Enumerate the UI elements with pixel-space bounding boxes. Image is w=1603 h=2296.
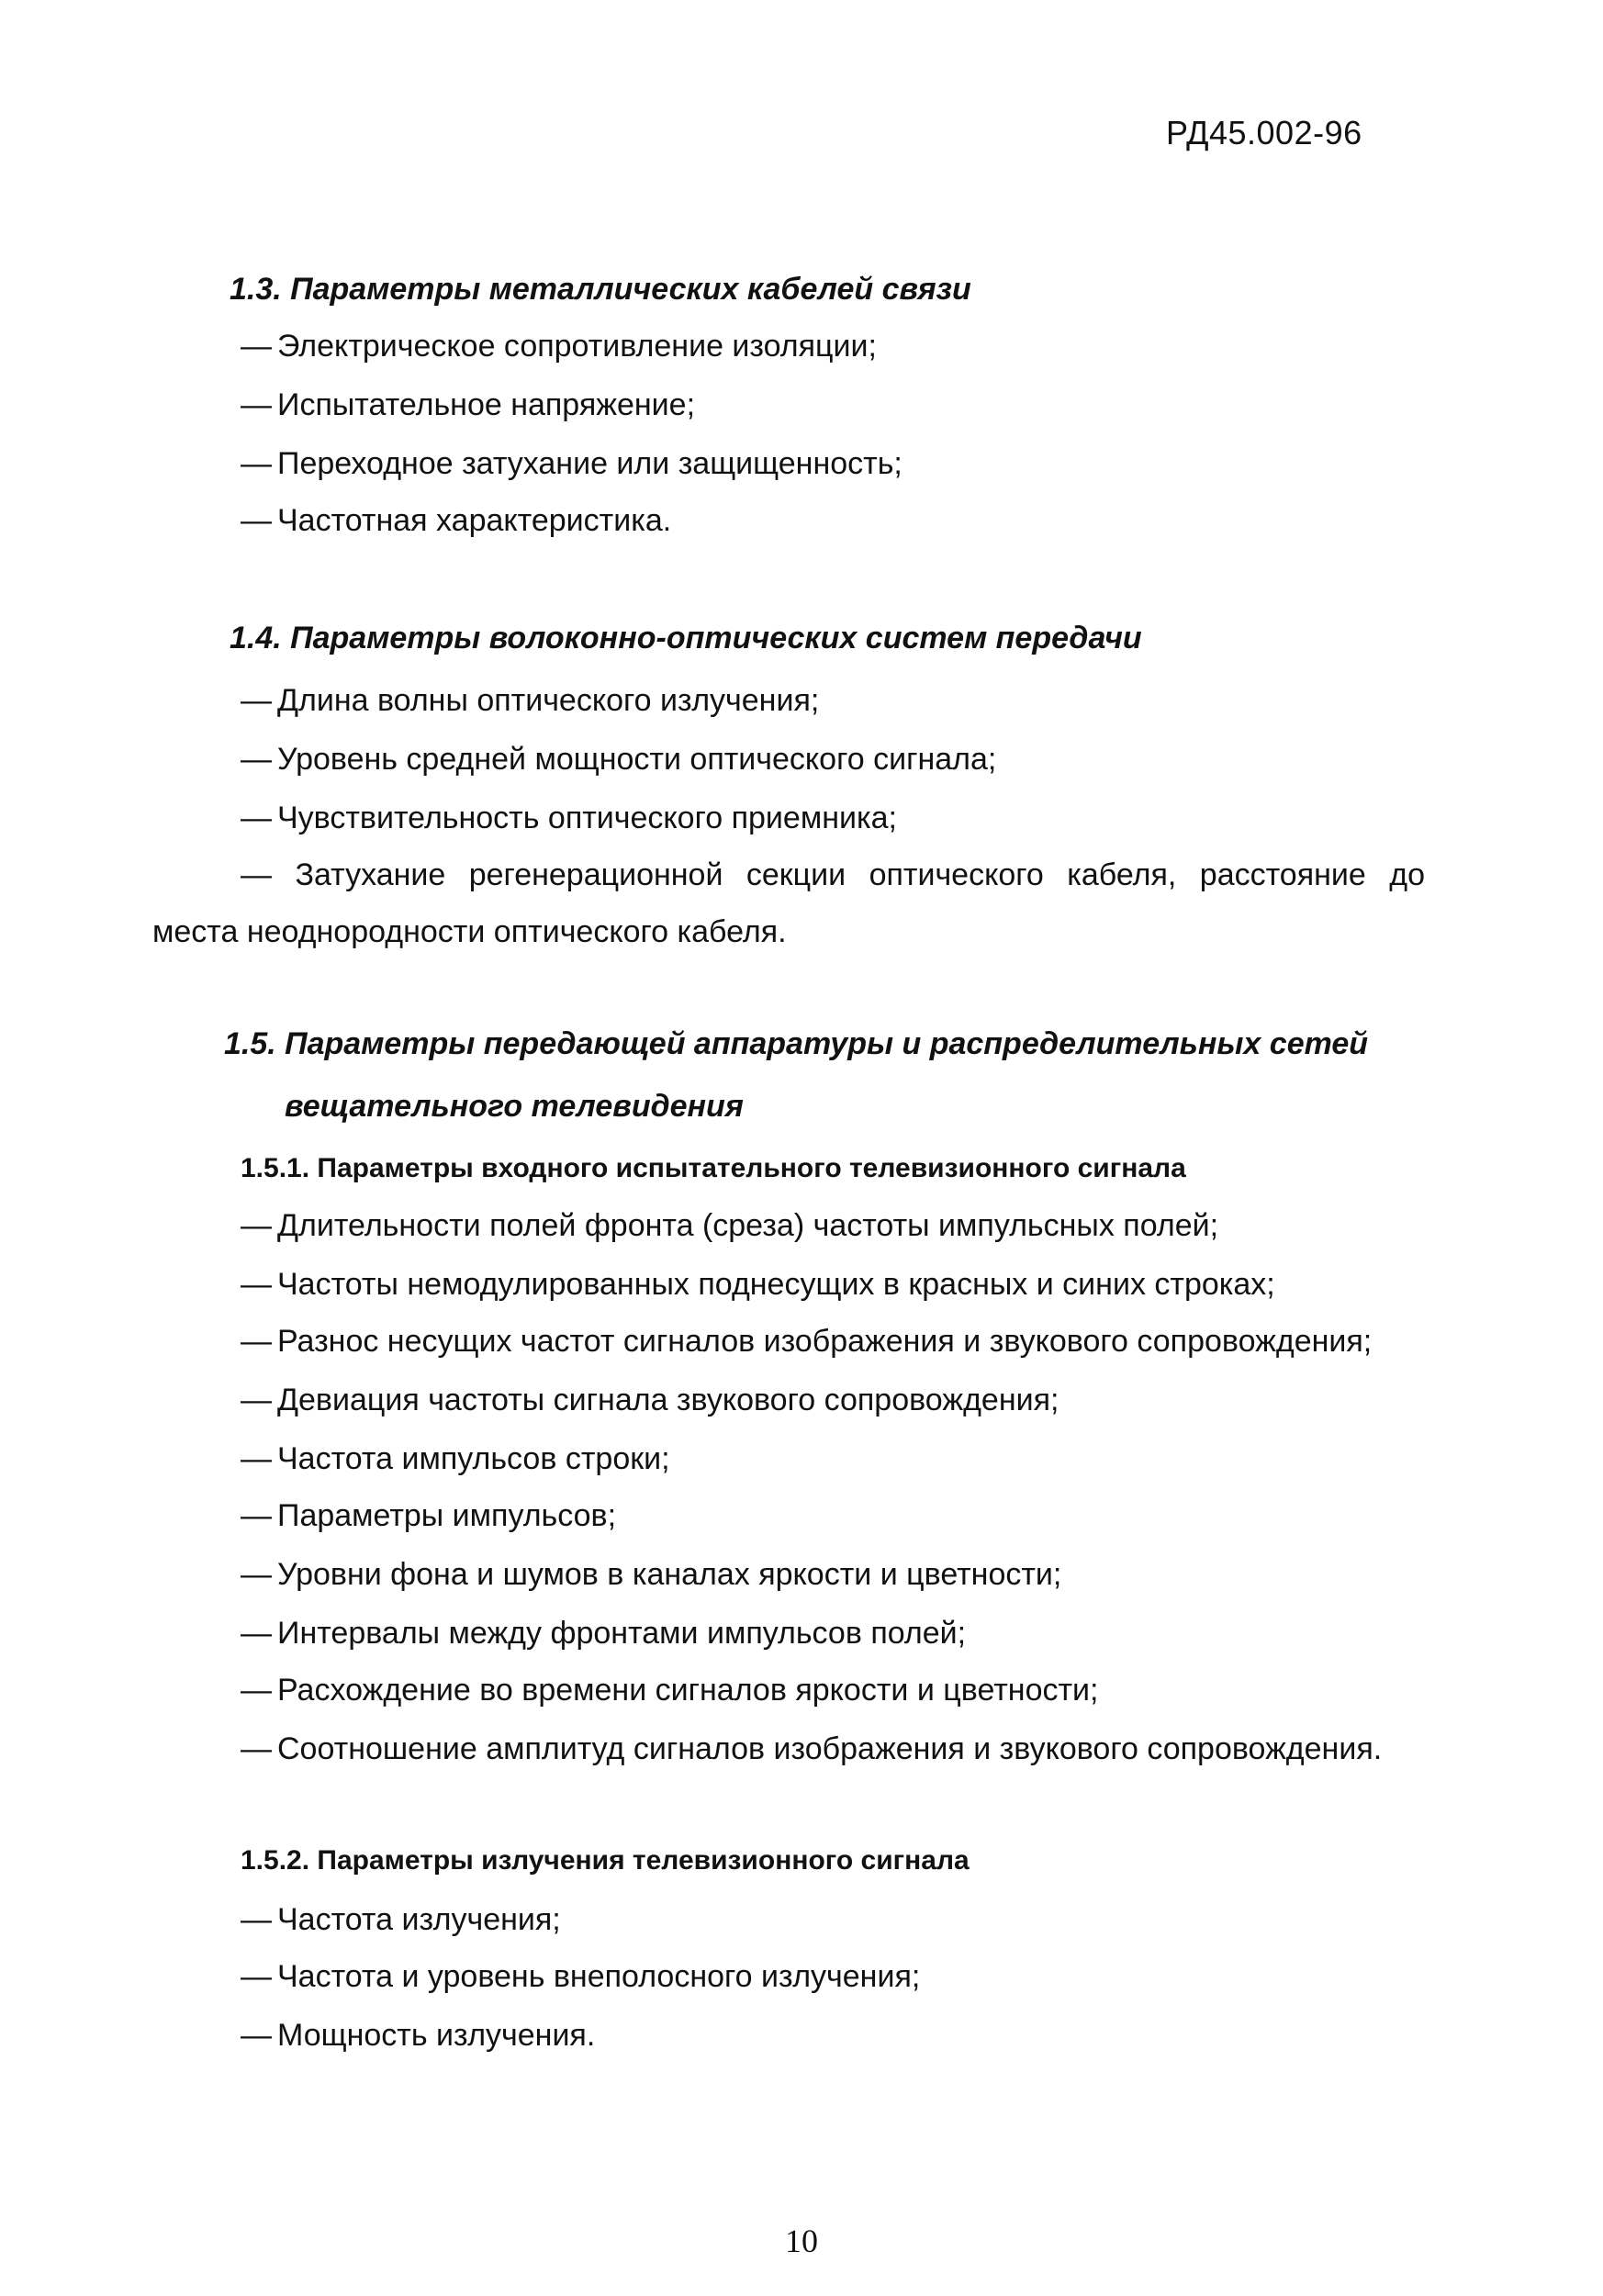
list-item-text: Частота и уровень внеполосного излучения; [277,1959,921,1994]
dash-marker: — [241,2018,272,2053]
dash-marker: — [241,742,272,777]
list-item-text: Уровень средней мощности оптического сигнала; [277,742,997,777]
dash-marker: — [241,1673,272,1708]
list-item-text: Разнос несущих частот сигналов изображения и звукового сопровождения; [277,1324,1373,1359]
dash-marker: — [241,1616,272,1651]
paragraph-line: места неоднородности оптического кабеля. [152,914,787,949]
dash-marker: — [241,1902,272,1937]
dash-marker: — [241,801,272,835]
section-1-5-heading: 1.5. Параметры передающей аппаратуры и распределительных сетей [224,1026,1369,1061]
list-item-text: Мощность излучения. [277,2018,596,2053]
dash-marker: — [241,387,272,422]
list-item [241,742,996,778]
list-item [241,446,902,482]
list-item-text: Частота импульсов строки; [277,1441,670,1476]
list-item [241,1731,1382,1767]
list-item-text: Расхождение во времени сигналов яркости и цветности; [277,1673,1099,1708]
page-number: 10 [785,2223,818,2259]
list-item [241,1324,1372,1360]
list-item [241,1267,1275,1303]
list-item [241,2018,595,2054]
dash-marker: — [241,1441,272,1476]
list-item-text: Электрическое сопротивление изоляции; [277,329,877,364]
list-item [241,1208,1218,1244]
dash-marker: — [241,329,272,364]
dash-marker: — [241,1498,272,1533]
list-item-text: Частотная характеристика. [277,503,672,538]
list-item-text: Интервалы между фронтами импульсов полей; [277,1616,967,1651]
list-item [241,1498,616,1534]
list-item [241,1557,1061,1593]
list-item-text: Девиация частоты сигнала звукового сопровождения; [277,1383,1059,1417]
dash-marker: — [241,1731,272,1766]
list-item [241,1441,670,1477]
list-item-text: Соотношение амплитуд сигналов изображения и звукового сопровождения. [277,1731,1383,1766]
dash-marker: — [241,446,272,481]
section-1-5-2-heading: 1.5.2. Параметры излучения телевизионного сигнала [241,1845,970,1876]
list-item-text: Уровни фона и шумов в каналах яркости и цветности; [277,1557,1062,1592]
dash-marker: — [241,1557,272,1592]
list-item [241,1959,920,1995]
paragraph-line: — Затухание регенерационной секции оптического кабеля, расстояние до [241,857,1425,892]
list-item [241,683,819,719]
dash-marker: — [241,1267,272,1302]
dash-marker: — [241,683,272,718]
list-item-text: Испытательное напряжение; [277,387,696,422]
section-1-4-heading: 1.4. Параметры волоконно-оптических систем передачи [230,621,1142,655]
list-item-text: Переходное затухание или защищенность; [277,446,902,481]
list-item [241,1616,966,1652]
section-1-5-1-heading: 1.5.1. Параметры входного испытательного телевизионного сигнала [241,1153,1186,1183]
dash-marker: — [241,1208,272,1243]
list-item-text: Длительности полей фронта (среза) частоты импульсных полей; [277,1208,1219,1243]
list-item [241,1383,1059,1418]
list-item-text: Длина волны оптического излучения; [277,683,820,718]
list-item [241,329,877,364]
dash-marker: — [241,1324,272,1359]
document-code: РД45.002-96 [1166,114,1362,151]
dash-marker: — [241,1959,272,1994]
list-item [241,387,695,423]
dash-marker: — [241,503,272,538]
list-item-text: Частота излучения; [277,1902,561,1937]
dash-marker: — [241,1383,272,1417]
list-item [241,1673,1099,1708]
list-item [241,503,671,539]
section-1-3-heading: 1.3. Параметры металлических кабелей связи [230,272,971,307]
list-item [241,1902,561,1938]
list-item-text: Параметры импульсов; [277,1498,617,1533]
list-item-text: Частоты немодулированных поднесущих в красных и синих строках; [277,1267,1275,1302]
section-1-5-heading-cont: вещательного телевидения [285,1089,744,1124]
list-item-text: Чувствительность оптического приемника; [277,801,897,835]
list-item [241,801,897,836]
